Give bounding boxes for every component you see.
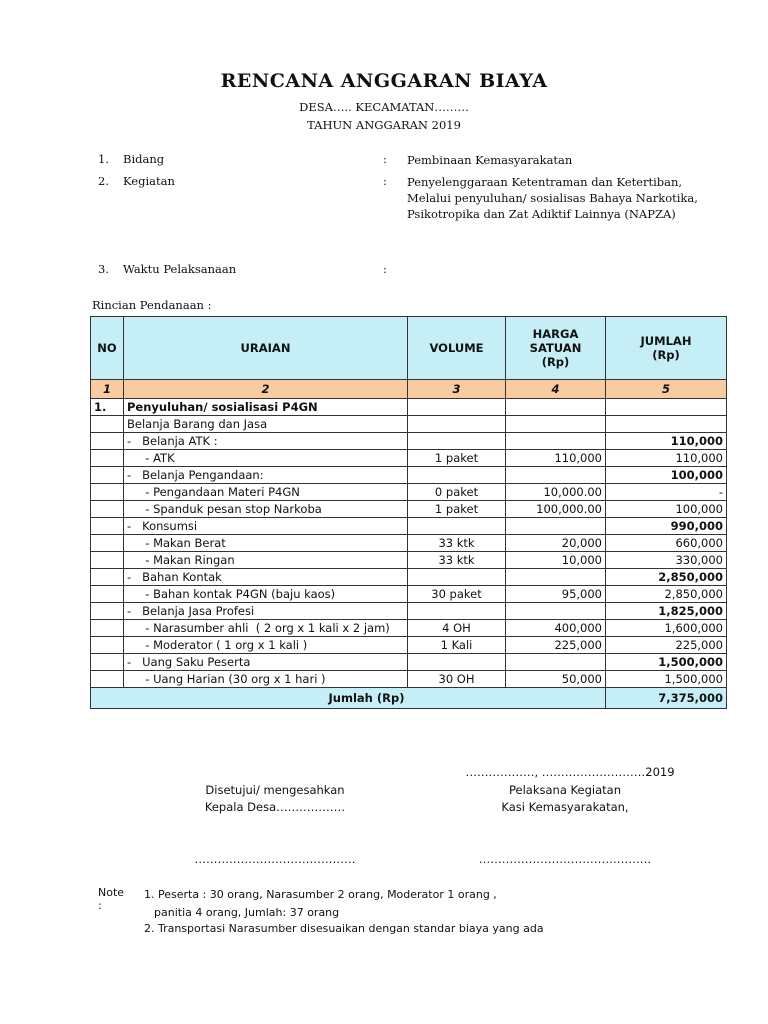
cell-volume xyxy=(408,399,506,416)
cell-no xyxy=(91,671,124,688)
cell-volume xyxy=(408,467,506,484)
cell-harga: 100,000.00 xyxy=(506,501,606,518)
table-row xyxy=(91,620,727,637)
cell-uraian: - Pengandaan Materi P4GN xyxy=(124,484,408,501)
cell-volume: 1 Kali xyxy=(408,637,506,654)
table-row xyxy=(91,569,727,586)
cell-volume: 30 OH xyxy=(408,671,506,688)
cell-uraian: - Makan Berat xyxy=(124,535,408,552)
header-jumlah-line: JUMLAH xyxy=(640,334,692,348)
table-row xyxy=(91,586,727,603)
cell-volume xyxy=(408,654,506,671)
note-label: Note : xyxy=(98,886,125,912)
info-label: Kegiatan xyxy=(123,174,175,188)
cell-uraian: - Bahan kontak P4GN (baju kaos) xyxy=(124,586,408,603)
cell-jumlah: 2,850,000 xyxy=(606,586,727,603)
table-row xyxy=(91,518,727,535)
kasi-label: Kasi Kemasyarakatan, xyxy=(501,800,629,814)
signature-date-line: ………………, ………………………2019 xyxy=(465,765,675,779)
cell-harga xyxy=(506,416,606,433)
table-row xyxy=(91,637,727,654)
cell-jumlah xyxy=(606,399,727,416)
right-signature-line: ……………………………………… xyxy=(478,852,652,866)
cell-uraian: - Belanja ATK : xyxy=(124,433,408,450)
cell-uraian: Belanja Barang dan Jasa xyxy=(124,416,408,433)
cell-jumlah: 1,500,000 xyxy=(606,654,727,671)
cell-jumlah: 225,000 xyxy=(606,637,727,654)
cell-jumlah: 330,000 xyxy=(606,552,727,569)
cell-no xyxy=(91,586,124,603)
cell-harga: 50,000 xyxy=(506,671,606,688)
cell-harga xyxy=(506,654,606,671)
info-number: 3. xyxy=(98,262,109,276)
cell-jumlah: 1,600,000 xyxy=(606,620,727,637)
cell-jumlah: 100,000 xyxy=(606,467,727,484)
cell-volume: 1 paket xyxy=(408,501,506,518)
cell-volume xyxy=(408,518,506,535)
cell-volume xyxy=(408,569,506,586)
cell-volume: 33 ktk xyxy=(408,535,506,552)
cell-jumlah: 100,000 xyxy=(606,501,727,518)
cell-volume: 33 ktk xyxy=(408,552,506,569)
cell-harga: 110,000 xyxy=(506,450,606,467)
cell-no: 1. xyxy=(91,399,124,416)
approval-title: Disetujui/ mengesahkan xyxy=(205,783,345,797)
cell-no xyxy=(91,501,124,518)
cell-no xyxy=(91,450,124,467)
cell-volume xyxy=(408,603,506,620)
cell-volume: 1 paket xyxy=(408,450,506,467)
info-number: 2. xyxy=(98,174,109,188)
cell-uraian: - Moderator ( 1 org x 1 kali ) xyxy=(124,637,408,654)
cell-no xyxy=(91,654,124,671)
table-row xyxy=(91,433,727,450)
cell-uraian: - Bahan Kontak xyxy=(124,569,408,586)
total-label: Jumlah (Rp) xyxy=(91,688,606,709)
cell-harga: 225,000 xyxy=(506,637,606,654)
info-number: 1. xyxy=(98,152,109,166)
info-colon: : xyxy=(383,262,387,276)
cell-no xyxy=(91,535,124,552)
header-harga-satuan xyxy=(506,317,606,380)
cell-volume xyxy=(408,416,506,433)
cell-uraian: - Spanduk pesan stop Narkoba xyxy=(124,501,408,518)
header-harga-line: (Rp) xyxy=(541,355,570,369)
budget-body xyxy=(91,399,727,688)
info-label: Bidang xyxy=(123,152,165,166)
cell-harga xyxy=(506,467,606,484)
table-row xyxy=(91,450,727,467)
info-label: Waktu Pelaksanaan xyxy=(123,262,237,276)
cell-uraian: - Uang Saku Peserta xyxy=(124,654,408,671)
table-row xyxy=(91,535,727,552)
table-row xyxy=(91,399,727,416)
cell-harga: 10,000.00 xyxy=(506,484,606,501)
cell-jumlah: 990,000 xyxy=(606,518,727,535)
column-index: 2 xyxy=(124,380,408,399)
cell-no xyxy=(91,484,124,501)
total-row xyxy=(91,688,727,709)
table-row xyxy=(91,501,727,518)
cell-uraian: Penyuluhan/ sosialisasi P4GN xyxy=(124,399,408,416)
cell-no xyxy=(91,603,124,620)
left-signature-line: …………………………………… xyxy=(194,852,356,866)
column-index: 3 xyxy=(408,380,506,399)
table-row xyxy=(91,671,727,688)
cell-harga: 95,000 xyxy=(506,586,606,603)
cell-harga xyxy=(506,518,606,535)
table-header-row xyxy=(91,317,727,380)
document-title: RENCANA ANGGARAN BIAYA xyxy=(220,70,548,92)
info-colon: : xyxy=(383,174,387,188)
cell-no xyxy=(91,467,124,484)
cell-harga xyxy=(506,569,606,586)
cell-volume: 30 paket xyxy=(408,586,506,603)
header-volume: VOLUME xyxy=(408,317,506,380)
cell-harga: 20,000 xyxy=(506,535,606,552)
desa-kecamatan-line: DESA….. KECAMATAN……… xyxy=(299,100,469,114)
kepala-desa-label: Kepala Desa……………… xyxy=(204,800,346,814)
cell-harga xyxy=(506,603,606,620)
total-value: 7,375,000 xyxy=(606,688,727,709)
table-row xyxy=(91,484,727,501)
cell-harga: 10,000 xyxy=(506,552,606,569)
note-line: 2. Transportasi Narasumber disesuaikan dengan standar biaya yang ada xyxy=(144,922,544,935)
cell-jumlah: - xyxy=(606,484,727,501)
table-row xyxy=(91,654,727,671)
cell-uraian: - Narasumber ahli ( 2 org x 1 kali x 2 jam) xyxy=(124,620,408,637)
cell-no xyxy=(91,552,124,569)
cell-harga: 400,000 xyxy=(506,620,606,637)
cell-uraian: - Belanja Pengandaan: xyxy=(124,467,408,484)
cell-jumlah: 110,000 xyxy=(606,433,727,450)
header-harga-line: HARGA xyxy=(532,327,579,341)
table-row xyxy=(91,552,727,569)
cell-jumlah: 660,000 xyxy=(606,535,727,552)
pelaksana-title: Pelaksana Kegiatan xyxy=(509,783,621,797)
column-index: 5 xyxy=(606,380,727,399)
column-index-row xyxy=(91,380,727,399)
cell-uraian: - Belanja Jasa Profesi xyxy=(124,603,408,620)
cell-volume xyxy=(408,433,506,450)
cell-volume: 0 paket xyxy=(408,484,506,501)
info-value: Penyelenggaraan Ketentraman dan Ketertiban, Melalui penyuluhan/ sosialisas Bahaya Narkotika, Psikotropika dan Zat Adiktif Lainnya (NAPZA) xyxy=(407,175,698,221)
cell-jumlah xyxy=(606,416,727,433)
note-line: 1. Peserta : 30 orang, Narasumber 2 orang, Moderator 1 orang , xyxy=(144,888,497,901)
cell-no xyxy=(91,569,124,586)
table-row xyxy=(91,603,727,620)
column-index: 4 xyxy=(506,380,606,399)
cell-jumlah: 2,850,000 xyxy=(606,569,727,586)
header-uraian: URAIAN xyxy=(124,317,408,380)
cell-no xyxy=(91,620,124,637)
cell-no xyxy=(91,637,124,654)
table-row xyxy=(91,467,727,484)
header-jumlah xyxy=(606,317,727,380)
cell-harga xyxy=(506,433,606,450)
cell-jumlah: 1,825,000 xyxy=(606,603,727,620)
cell-harga xyxy=(506,399,606,416)
header-jumlah-line: (Rp) xyxy=(652,348,680,362)
cell-uraian: - Makan Ringan xyxy=(124,552,408,569)
note-line: panitia 4 orang, Jumlah: 37 orang xyxy=(154,906,340,919)
rincian-label: Rincian Pendanaan : xyxy=(92,298,212,312)
cell-no xyxy=(91,416,124,433)
cell-uraian: - Konsumsi xyxy=(124,518,408,535)
column-index: 1 xyxy=(91,380,124,399)
cell-no xyxy=(91,518,124,535)
tahun-anggaran-line: TAHUN ANGGARAN 2019 xyxy=(307,118,461,132)
budget-table xyxy=(90,316,727,709)
cell-volume: 4 OH xyxy=(408,620,506,637)
info-colon: : xyxy=(383,152,387,166)
cell-uraian: - Uang Harian (30 org x 1 hari ) xyxy=(124,671,408,688)
table-row xyxy=(91,416,727,433)
cell-no xyxy=(91,433,124,450)
cell-jumlah: 110,000 xyxy=(606,450,727,467)
header-harga-line: SATUAN xyxy=(529,341,582,355)
cell-uraian: - ATK xyxy=(124,450,408,467)
cell-jumlah: 1,500,000 xyxy=(606,671,727,688)
info-value: Pembinaan Kemasyarakatan xyxy=(407,153,573,167)
header-no: NO xyxy=(91,317,124,380)
